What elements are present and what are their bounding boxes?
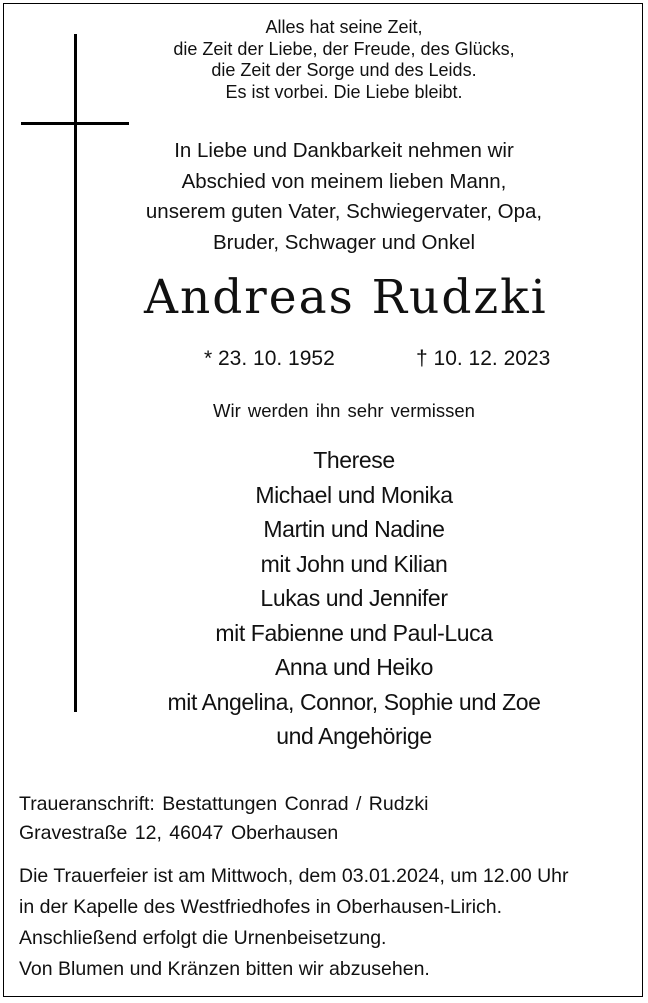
intro-line: In Liebe und Dankbarkeit nehmen wir xyxy=(174,139,514,162)
family-member: und Angehörige xyxy=(276,723,432,749)
funeral-details xyxy=(19,861,569,985)
motto-verse xyxy=(164,17,524,103)
ceremony-line: Die Trauerfeier ist am Mittwoch, dem 03.01.2024, um 12.00 Uhr xyxy=(19,865,569,887)
cross-horizontal-bar xyxy=(21,122,129,125)
ceremony-line: in der Kapelle des Westfriedhofes in Oberhausen-Lirich. xyxy=(19,896,503,918)
intro-text xyxy=(144,136,544,258)
deceased-name: Andreas Rudzki xyxy=(144,270,548,325)
cross-vertical-bar xyxy=(74,34,77,712)
motto-line: die Zeit der Sorge und des Leids. xyxy=(211,60,477,80)
family-member: Anna und Heiko xyxy=(274,654,434,680)
motto-line: Alles hat seine Zeit, xyxy=(265,17,423,37)
family-member: Martin und Nadine xyxy=(263,516,445,542)
family-member: Michael und Monika xyxy=(255,481,453,508)
address-line: Traueranschrift: Bestattungen Conrad / Rudzki xyxy=(19,793,429,815)
mourning-address xyxy=(19,790,428,847)
missing-line: Wir werden ihn sehr vermissen xyxy=(213,400,475,421)
family-list xyxy=(144,443,564,754)
obituary-notice xyxy=(3,3,643,997)
address-line: Gravestraße 12, 46047 Oberhausen xyxy=(19,821,339,844)
intro-line: Bruder, Schwager und Onkel xyxy=(212,230,476,254)
death-date: † 10. 12. 2023 xyxy=(416,347,551,370)
family-member: mit Angelina, Connor, Sophie und Zoe xyxy=(167,688,541,715)
family-member: mit John und Kilian xyxy=(260,550,448,577)
birth-date: * 23. 10. 1952 xyxy=(204,347,335,370)
intro-line: unserem guten Vater, Schwiegervater, Opa, xyxy=(145,200,543,223)
motto-line: die Zeit der Liebe, der Freude, des Glücks, xyxy=(173,38,515,59)
intro-line: Abschied von meinem lieben Mann, xyxy=(181,169,507,193)
family-member: mit Fabienne und Paul-Luca xyxy=(215,619,493,646)
family-member: Lukas und Jennifer xyxy=(260,585,448,611)
ceremony-line: Von Blumen und Kränzen bitten wir abzusehen. xyxy=(19,958,430,980)
family-member: Therese xyxy=(313,447,395,473)
motto-line: Es ist vorbei. Die Liebe bleibt. xyxy=(225,81,463,102)
ceremony-line: Anschließend erfolgt die Urnenbeisetzung. xyxy=(19,927,387,949)
